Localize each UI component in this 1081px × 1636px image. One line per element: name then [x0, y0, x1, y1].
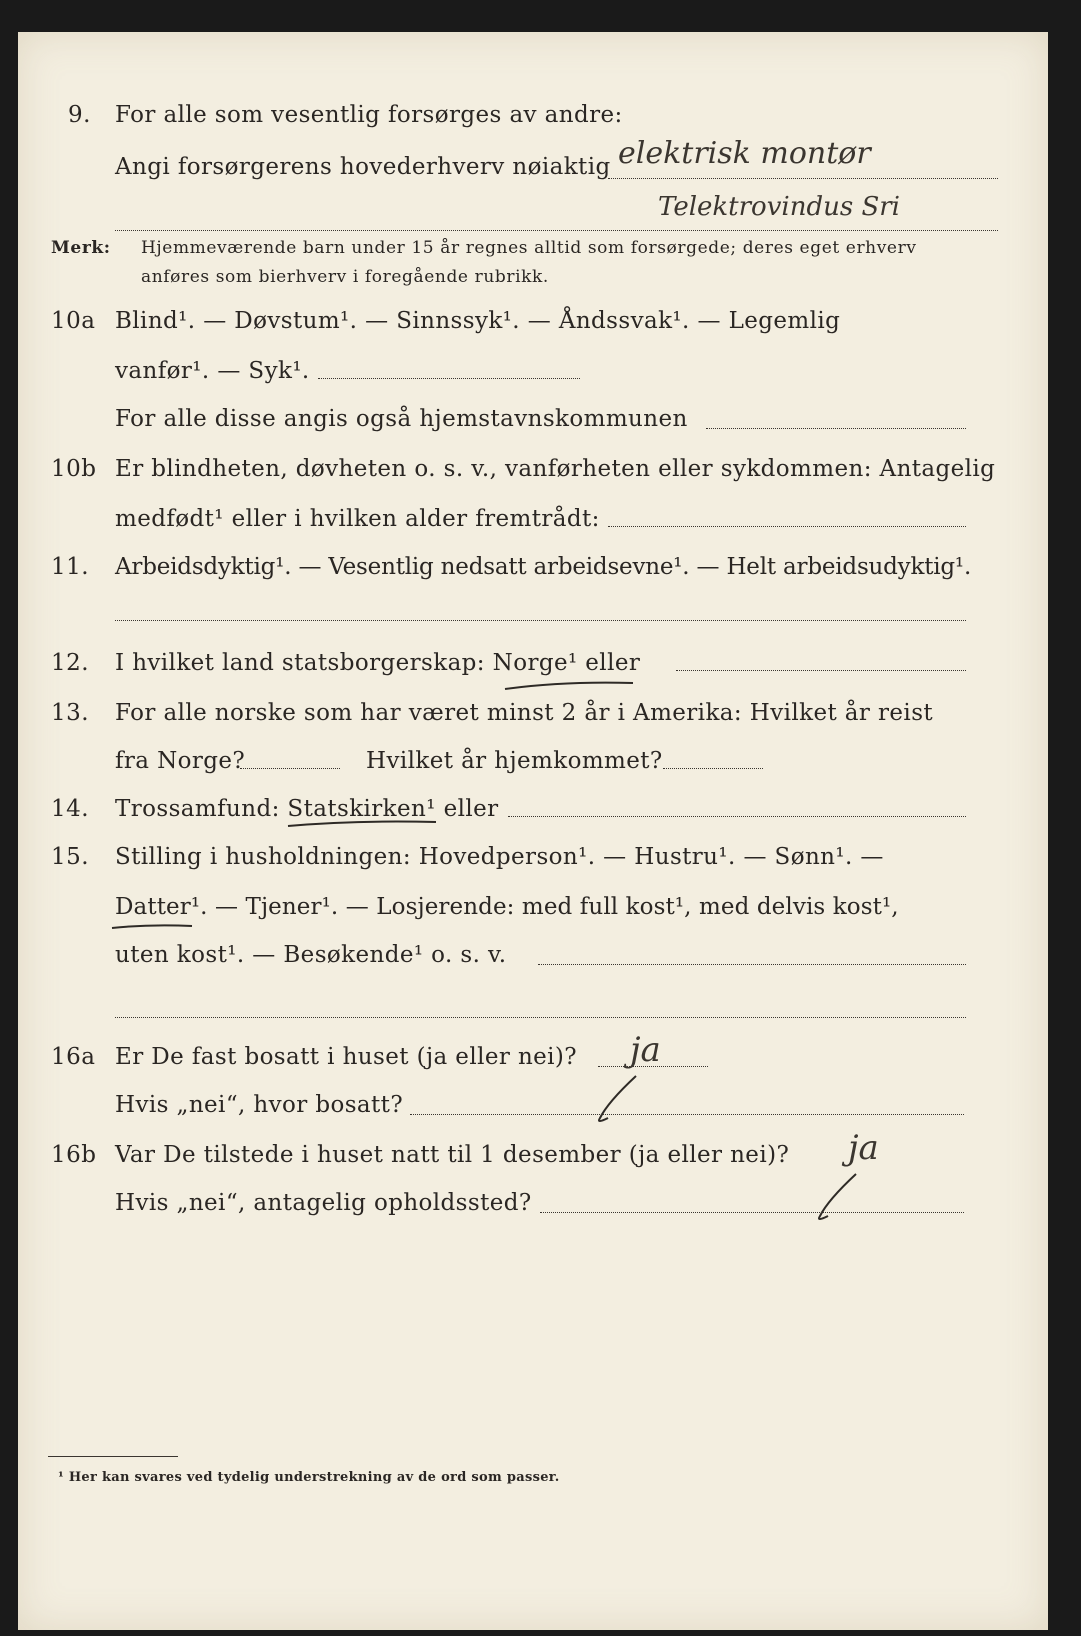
- underline-norge: [503, 677, 653, 697]
- household-position-line: [538, 964, 966, 965]
- question-11-text: Arbeidsdyktig¹. — Vesentlig nedsatt arbeidsevne¹. — Helt arbeidsudyktig¹.: [115, 554, 972, 580]
- religion-line: [508, 816, 966, 817]
- note-line-1: Hjemmeværende barn under 15 år regnes alltid som forsørgede; deres eget erhverv: [141, 238, 917, 258]
- question-13-text: For alle norske som har været minst 2 år i Amerika: Hvilket år reist: [115, 700, 934, 726]
- residence-line: [410, 1114, 964, 1115]
- question-13-return-year: Hvilket år hjemkommet?: [366, 748, 663, 774]
- citizenship-line: [676, 670, 966, 671]
- question-16a-number: 16a: [51, 1044, 96, 1070]
- disability-answer-line: [318, 378, 580, 379]
- question-10b-text-2: medfødt¹ eller i hvilken alder fremtrådt:: [115, 506, 600, 532]
- question-13-number: 13.: [51, 700, 90, 726]
- underline-datter: [110, 920, 200, 936]
- home-municipality-line: [706, 428, 966, 429]
- question-15-text-2: Datter¹. — Tjener¹. — Losjerende: med full kost¹, med delvis kost¹,: [115, 894, 899, 920]
- whereabouts-line: [540, 1212, 964, 1213]
- question-16b-text-2: Hvis „nei“, antagelig opholdssted?: [115, 1190, 532, 1216]
- question-10b-text: Er blindheten, døvheten o. s. v., vanførheten eller sykdommen: Antagelig: [115, 456, 996, 482]
- question-15-text: Stilling i husholdningen: Hovedperson¹. — Hustru¹. — Sønn¹. —: [115, 844, 884, 870]
- question-14-number: 14.: [51, 796, 90, 822]
- handwritten-occupation-2: Telektrovindus Sri: [658, 192, 900, 222]
- handwritten-occupation: elektrisk montør: [618, 136, 871, 171]
- question-9-occupation-label: Angi forsørgerens hovederhverv nøiaktig: [115, 154, 611, 180]
- question-14-text: Trossamfund: Statskirken¹ eller: [115, 796, 499, 822]
- question-13-left-year: fra Norge?: [115, 748, 246, 774]
- occupation-answer-line: [608, 178, 998, 179]
- footnote: ¹ Her kan svares ved tydelig understrekning av de ord som passer.: [58, 1470, 560, 1485]
- question-9-number: 9.: [68, 102, 91, 128]
- question-16a-text-2: Hvis „nei“, hvor bosatt?: [115, 1092, 404, 1118]
- note-label: Merk:: [51, 238, 111, 258]
- census-form-page: [18, 32, 1048, 1630]
- handwritten-resident-answer: ja: [630, 1030, 661, 1070]
- year-left-line: [240, 768, 340, 769]
- year-returned-line: [663, 768, 763, 769]
- question-10a-number: 10a: [51, 308, 96, 334]
- question-12-number: 12.: [51, 650, 90, 676]
- question-16a-text: Er De fast bosatt i huset (ja eller nei)?: [115, 1044, 578, 1070]
- question-16b-number: 16b: [51, 1142, 97, 1168]
- question-12-text: I hvilket land statsborgerskap: Norge¹ eller: [115, 650, 641, 676]
- household-position-line-2: [115, 1017, 966, 1018]
- footnote-rule: [48, 1456, 178, 1457]
- question-10b-number: 10b: [51, 456, 97, 482]
- occupation-answer-line-2: [115, 230, 998, 231]
- handwritten-present-answer: ja: [848, 1128, 879, 1168]
- question-10a-text: Blind¹. — Døvstum¹. — Sinnssyk¹. — Åndssvak¹. — Legemlig: [115, 308, 841, 334]
- question-11-number: 11.: [51, 554, 90, 580]
- question-15-text-3: uten kost¹. — Besøkende¹ o. s. v.: [115, 942, 507, 968]
- work-ability-line: [115, 620, 966, 621]
- underline-statskirken: [286, 816, 446, 836]
- question-10a-text-3: For alle disse angis også hjemstavnskommunen: [115, 406, 688, 432]
- question-9-text: For alle som vesentlig forsørges av andre:: [115, 102, 623, 128]
- onset-age-line: [608, 526, 966, 527]
- question-16b-text: Var De tilstede i huset natt til 1 desember (ja eller nei)?: [115, 1142, 790, 1168]
- question-10a-text-2: vanfør¹. — Syk¹.: [115, 358, 310, 384]
- question-15-number: 15.: [51, 844, 90, 870]
- note-line-2: anføres som bierhverv i foregående rubrikk.: [141, 267, 549, 287]
